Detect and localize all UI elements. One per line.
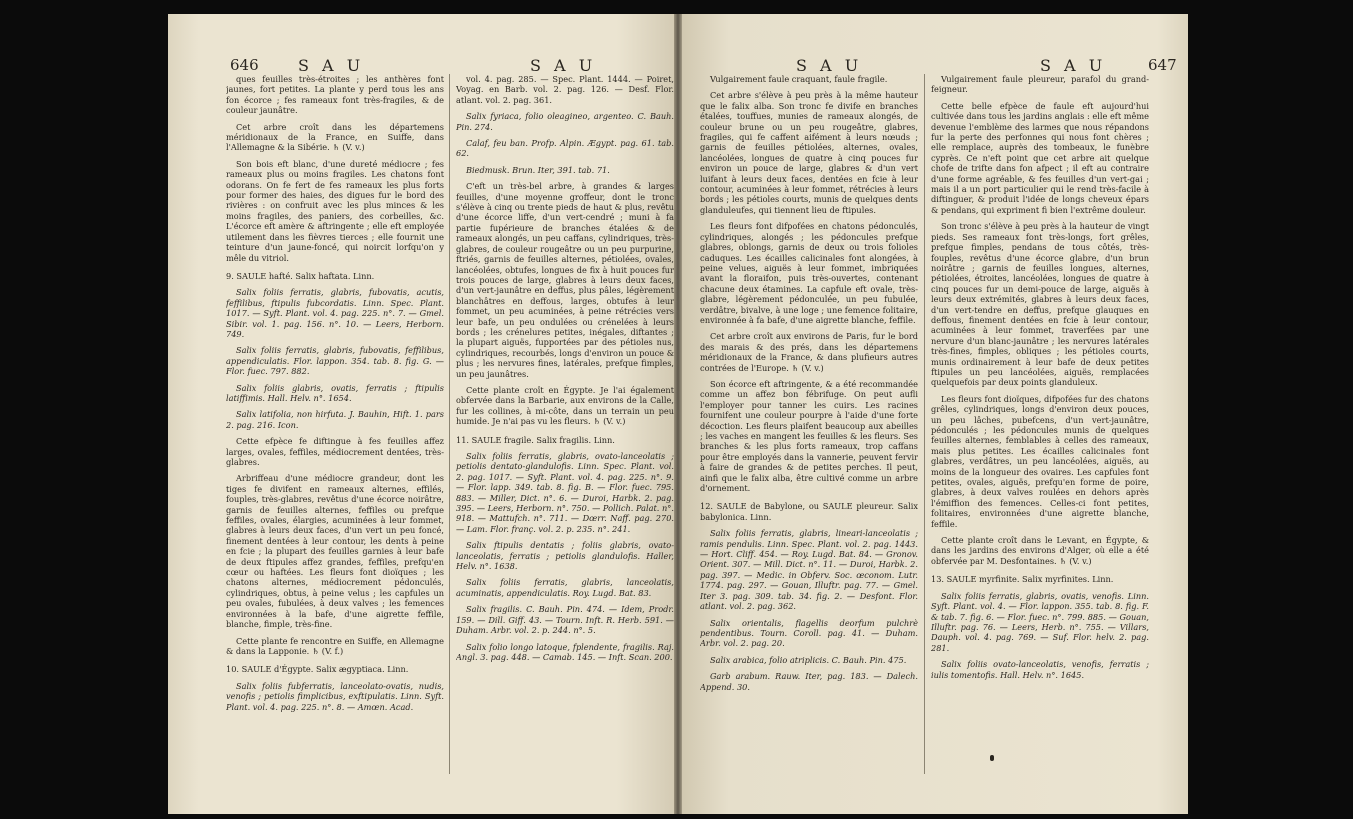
paragraph: Salix foliis ferratis, glabris, fubovatis, acutis, feffilibus, ftipulis fubcordatis. Linn. Spec. Plant. 1017. — Syft. Plant. vol. 4. pag. 225. n°. 7. — Gmel. Sibir. vol. 1. pag. 156. n°. 10. — Leers, Herborn. 749. (226, 287, 444, 339)
paragraph: Salix foliis ferratis, glabris, ovato-lanceolatis ; petiolis dentato-glandulofis. Linn. Spec. Plant. vol. 2. pag. 1017. — Syft. Plant. vol. 4. pag. 225. n°. 9. — Flor. lapp. 349. tab. 8. fig. B. — Flor. fuec. 795. 883. — Miller, Dict. n°. 6. — Duroi, Harbk. 2. pag. 395. — Leers, Herborn. n°. 750. — Pollich. Palat. n°. 918. — Mattufch. n°. 711. — Dœrr. Naff. pag. 270. — Lam. Flor. franç. vol. 2. p. 235. n°. 241. (456, 451, 674, 534)
paragraph: Salix foliis ovato-lanceolatis, venofis, ferratis ; iulis tomentofis. Hall. Helv. n°. 1645. (931, 659, 1149, 680)
book-gutter (674, 14, 682, 814)
left-headword-1: S A U (298, 56, 365, 75)
right-page (678, 14, 1188, 814)
paragraph: Salix ftipulis dentatis ; foliis glabris, ovato-lanceolatis, ferratis ; petiolis glandulofis. Haller, Helv. n°. 1638. (456, 540, 674, 572)
paragraph: 11. SAULE fragile. Salix fragilis. Linn. (456, 434, 615, 445)
paragraph: Cette belle efpèce de faule eft aujourd'hui cultivée dans tous les jardins anglais : elle eft même devenue l'emblème des larmes que nous répandons fur la perte des perfonnes qui nous font chères ; elle remplace, auprès des tombeaux, le funèbre cyprès. Ce n'eft point que cet arbre ait quelque chofe de trifte dans fon afpect ; il eft au contraire d'une forme agréable, & fes feuilles d'un vert-gai ; mais il a un port particulier qui le rend très-facile à diftinguer, & produit l'idée de longs cheveux épars & pendans, qui expriment fi bien l'extrême douleur. (931, 100, 1149, 215)
paragraph: Cette plante fe rencontre en Suiffe, en Allemagne & dans la Lapponie. ♄ (V. f.) (226, 635, 444, 656)
paragraph: C'eft un très-bel arbre, à grandes & larges feuilles, d'une moyenne groffeur, dont le tronc s'élève à cinq ou trente pieds de haut & plus, revêtu d'une écorce liffe, d'un vert-cendré ; muni à fa partie fupérieure de branches étalées & de rameaux alongés, un peu caffans, cylindriques, très-glabres, de couleur rougeâtre ou un peu purpurine, ftriés, garnis de feuilles alternes, pétiolées, ovales, lancéolées, obtufes, longues de fix à huit pouces fur trois pouces de large, glabres à leurs deux faces, d'un vert-jaunâtre en deffus, plus pâles, légèrement blanchâtres en deffous, larges, obtufes à leur fommet, un peu acuminées, à peine rétrécies vers leur bafe, un peu ondulées ou crénelées à leurs bords ; les crénelures petites, inégales, diftantes ; la plupart aiguës, fupportées par des pétioles nus, cylindriques, recourbés, longs d'environ un pouce & plus ; les nervures fines, latérales, prefque fimples, un peu jaunâtres. (456, 181, 674, 379)
paragraph: Vulgairement faule craquant, faule fragile. (710, 74, 888, 84)
paragraph: 12. SAULE de Babylone, ou SAULE pleureur. Salix babylonica. Linn. (700, 501, 918, 522)
left-column-1 (226, 74, 444, 814)
paragraph: Cet arbre croît aux environs de Paris, fur le bord des marais & des prés, dans les départemens méridionaux de la France, & dans plufieurs autres contrées de l'Europe. ♄ (V. v.) (700, 331, 918, 373)
paragraph: Salix foliis ferratis, glabris, ovatis, venofis. Linn. Syft. Plant. vol. 4. — Flor. lappon. 355. tab. 8. fig. F. & tab. 7. fig. 6. — Flor. fuec. n°. 799. 885. — Gouan, Illuftr. pag. 76. — Leers, Herb. n°. 755. — Villars, Dauph. vol. 4. pag. 769. — Suf. Flor. helv. 2. pag. 281. (931, 590, 1149, 653)
paragraph: 9. SAULE hafté. Salix haftata. Linn. (226, 270, 375, 281)
paragraph: Son bois eft blanc, d'une dureté médiocre ; fes rameaux plus ou moins fragiles. Les chatons font odorans. On fe fert de fes rameaux les plus forts pour former des haies, des digues fur le bord des rivières : on confruit avec les plus minces & les moins fragiles, des paniers, des corbeilles, &c. L'écorce eft amère & aftringente ; elle eft employée utilement dans les fièvres tierces ; elle fournit une teinture d'un jaune-foncé, qui noircit lorfqu'on y mêle du vitriol. (226, 158, 444, 263)
paragraph: Les fleurs font difpofées en chatons pédonculés, cylindriques, alongés ; les pédoncules prefque glabres, oblongs, garnis de deux ou trois folioles caduques. Les écailles calicinales font alongées, à peine velues, aiguës à leur fommet, imbriquées avant la floraifon, puis très-ouvertes, contenant chacune deux étamines. La capfule eft ovale, très-glabre, légèrement pédonculée, un peu fubulée, verdâtre, bivalve, à une loge ; une femence folitaire, environnée à fa bafe, d'une aigrette blanche, feffile. (700, 221, 918, 325)
right-headword-2: S A U (1040, 56, 1107, 75)
left-headword-2: S A U (530, 56, 597, 75)
paragraph: Cet arbre s'élève à peu près à la même hauteur que le falix alba. Son tronc fe divife en branches étalées, touffues, munies de rameaux alongés, de couleur brune ou un peu rougeâtre, glabres, fragiles, qui fe caffent aifément à leurs nœuds ; garnis de feuilles pétiolées, alternes, ovales, lancéolées, longues de quatre à cinq pouces fur environ un pouce de large, glabres & d'un vert luifant à leurs deux faces, dentées en fcie à leur contour, acuminées à leur fommet, rétrécies à leurs bords ; les pétioles courts, munis de quelques dents glanduleufes, qui tiennent lieu de ftipules. (700, 90, 918, 215)
left-page (168, 14, 678, 814)
left-column-2 (456, 74, 674, 814)
paragraph: Salix foliis ferratis, glabris, lanceolatis, acuminatis, appendiculatis. Roy. Lugd. Bat. 83. (456, 577, 674, 598)
paragraph: Son écorce eft aftringente, & a été recommandée comme un affez bon fébrifuge. On peut aufli l'employer pour tanner les cuirs. Les racines fournifent une couleur pourpre à l'aide d'une forte décoction. Les fleurs plaifent beaucoup aux abeilles ; les vaches en mangent les feuilles & les fleurs. Ses branches & les plus forts rameaux, trop caffans pour être employés dans la vannerie, peuvent fervir à faire de grandes & de petites perches. Il peut, ainfi que le falix alba, être cultivé comme un arbre d'ornement. (700, 378, 918, 494)
right-column-rule (924, 74, 925, 774)
left-column-rule (449, 74, 450, 774)
paragraph: Cette plante croît en Égypte. Je l'ai également obfervée dans la Barbarie, aux environs de la Calle, fur les collines, à mi-côte, dans un terrain un peu humide. Je n'ai pas vu les fleurs. ♄ (V. v.) (456, 384, 674, 427)
right-headword-1: S A U (796, 56, 863, 75)
paragraph: Salix foliis glabris, ovatis, ferratis ; ftipulis latiffimis. Hall. Helv. n°. 1654. (226, 382, 444, 403)
paragraph: Salix fyriaca, folio oleagineo, argenteo. C. Bauh. Pin. 274. (456, 111, 674, 132)
paragraph: Cette efpèce fe diftingue à fes feuilles affez larges, ovales, feffiles, médiocrement dentées, très-glabres. (226, 436, 444, 467)
open-book (168, 14, 1188, 814)
paragraph: Salix foliis fubferratis, lanceolato-ovatis, nudis, venofis ; petiolis fimplicibus, exftipulatis. Linn. Syft. Plant. vol. 4. pag. 225. n°. 8. — Amœn. Acad. (226, 680, 444, 712)
paragraph: Salix fragilis. C. Bauh. Pin. 474. — Idem, Prodr. 159. — Dill. Giff. 43. — Tourn. Inft. R. Herb. 591. — Duham. Arbr. vol. 2. p. 244. n°. 5. (456, 604, 674, 636)
paragraph: 13. SAULE myrfinite. Salix myrfinites. Linn. (931, 574, 1114, 585)
paragraph: Arbriffeau d'une médiocre grandeur, dont les tiges fe divifent en rameaux alternes, effilés, fouples, très-glabres, revêtus d'une écorce noirâtre, garnis de feuilles alternes, feffiles ou prefque feffiles, ovales, élargies, acuminées à leur fommet, glabres à leurs deux faces, d'un vert un peu foncé, finement dentées à leur contour, les dents à peine en fcie ; la plupart des feuilles garnies à leur bafe de deux ftipules affez grandes, feffiles, prefqu'en cœur ou haftées. Les fleurs font dioïques ; les chatons alternes, médiocrement pédonculés, cylindriques, obtus, à peine velus ; les capfules un peu ovales, fubulées, à deux valves ; les femences environnées à la bafe, d'une aigrette feffile, blanche, fimple, très-fine. (226, 473, 444, 630)
paragraph: Garb arabum. Rauw. Iter, pag. 183. — Dalech. Append. 30. (700, 671, 918, 692)
paragraph: Cette plante croît dans le Levant, en Égypte, & dans les jardins des environs d'Alger, où elle a été obfervée par M. Desfontaines. ♄ (V. v.) (931, 535, 1149, 566)
paragraph: Salix latifolia, non hirfuta. J. Bauhin, Hift. 1. pars 2. pag. 216. Icon. (226, 409, 444, 430)
paragraph: Salix foliis ferratis, glabris, fubovatis, feffilibus, appendiculatis. Flor. lappon. 354. tab. 8. fig. G. — Flor. fuec. 797. 882. (226, 345, 444, 377)
paragraph: Son tronc s'élève à peu près à la hauteur de vingt pieds. Ses rameaux font très-longs, fort grêles, prefque fimples, pendans de tous côtés, très-fouples, revêtus d'une écorce glabre, d'un brun noirâtre ; garnis de feuilles longues, alternes, pétiolées, étroites, lancéolées, longues de quatre à cinq pouces fur un demi-pouce de large, aiguës à leurs deux extrémités, glabres à leurs deux faces, d'un vert-tendre en deffus, prefque glauques en deffous, finement dentées en fcie à leur contour, acuminées à leur fommet, traverfées par une nervure d'un blanc-jaunâtre ; les nervures latérales très-fines, fimples, obliques ; les pétioles courts, munis ordinairement à leur bafe de deux petites ftipules un peu lancéolées, aiguës, remplacées quelquefois par deux points glanduleux. (931, 221, 1149, 388)
paragraph: ques feuilles très-étroites ; les anthères font jaunes, fort petites. La plante y perd tous les ans fon écorce ; fes rameaux font très-fragiles, & de couleur jaunâtre. (226, 74, 444, 116)
paragraph: 10. SAULE d'Égypte. Salix ægyptiaca. Linn. (226, 664, 409, 675)
right-column-2 (931, 74, 1149, 814)
paragraph: Salix arabica, folio atriplicis. C. Bauh. Pin. 475. (710, 654, 907, 665)
paragraph: Salix folio longo latoque, fplendente, fragilis. Raj. Angl. 3. pag. 448. — Camab. 145. — Inft. Scan. 200. (456, 641, 674, 662)
paragraph: Vulgairement faule pleureur, parafol du grand-feigneur. (931, 74, 1149, 95)
left-page-number: 646 (230, 56, 259, 74)
paragraph: Cet arbre croît dans les départemens méridionaux de la France, en Suiffe, dans l'Allemagne & la Sibérie. ♄ (V. v.) (226, 121, 444, 153)
right-column-1 (700, 74, 918, 814)
ink-mark (990, 755, 994, 761)
paragraph: Salix orientalis, flagellis deorfum pulchrè pendentibus. Tourn. Coroll. pag. 41. — Duham. Arbr. vol. 2. pag. 20. (700, 617, 918, 649)
paragraph: Biedmusk. Brun. Iter, 391. tab. 71. (466, 164, 610, 175)
paragraph: Les fleurs font dioïques, difpofées fur des chatons grêles, cylindriques, longs d'environ deux pouces, un peu lâches, pubefcens, d'un vert-jaunâtre, pédonculés ; les pédoncules munis de quelques feuilles alternes, femblables à celles des rameaux, mais plus petites. Les écailles calicinales font glabres, verdâtres, un peu lancéolées, aiguës, au moins de la longueur des ovaires. Les capfules font petites, ovales, aiguës, prefqu'en forme de poire, glabres, à deux valves roulées en dehors après l'émiffion des femences. Celles-ci font petites, folitaires, environnées d'une aigrette blanche, feffile. (931, 393, 1149, 529)
right-page-number: 647 (1148, 56, 1177, 74)
paragraph: vol. 4. pag. 285. — Spec. Plant. 1444. — Poiret, Voyag. en Barb. vol. 2. pag. 126. — Desf. Flor. atlant. vol. 2. pag. 361. (456, 74, 674, 105)
paragraph: Calaf, feu ban. Profp. Alpin. Ægypt. pag. 61. tab. 62. (456, 138, 674, 159)
paragraph: Salix foliis ferratis, glabris, lineari-lanceolatis ; ramis pendulis. Linn. Spec. Plant. vol. 2. pag. 1443. — Hort. Cliff. 454. — Roy. Lugd. Bat. 84. — Gronov. Orient. 307. — Mill. Dict. n°. 11. — Duroi, Harbk. 2. pag. 397. — Medic. in Obferv. Soc. œconom. Lutr. 1774. pag. 297. — Gouan, Illuftr. pag. 77. — Gmel. Iter 3. pag. 309. tab. 34. fig. 2. — Desfont. Flor. atlant. vol. 2. pag. 362. (700, 528, 918, 612)
